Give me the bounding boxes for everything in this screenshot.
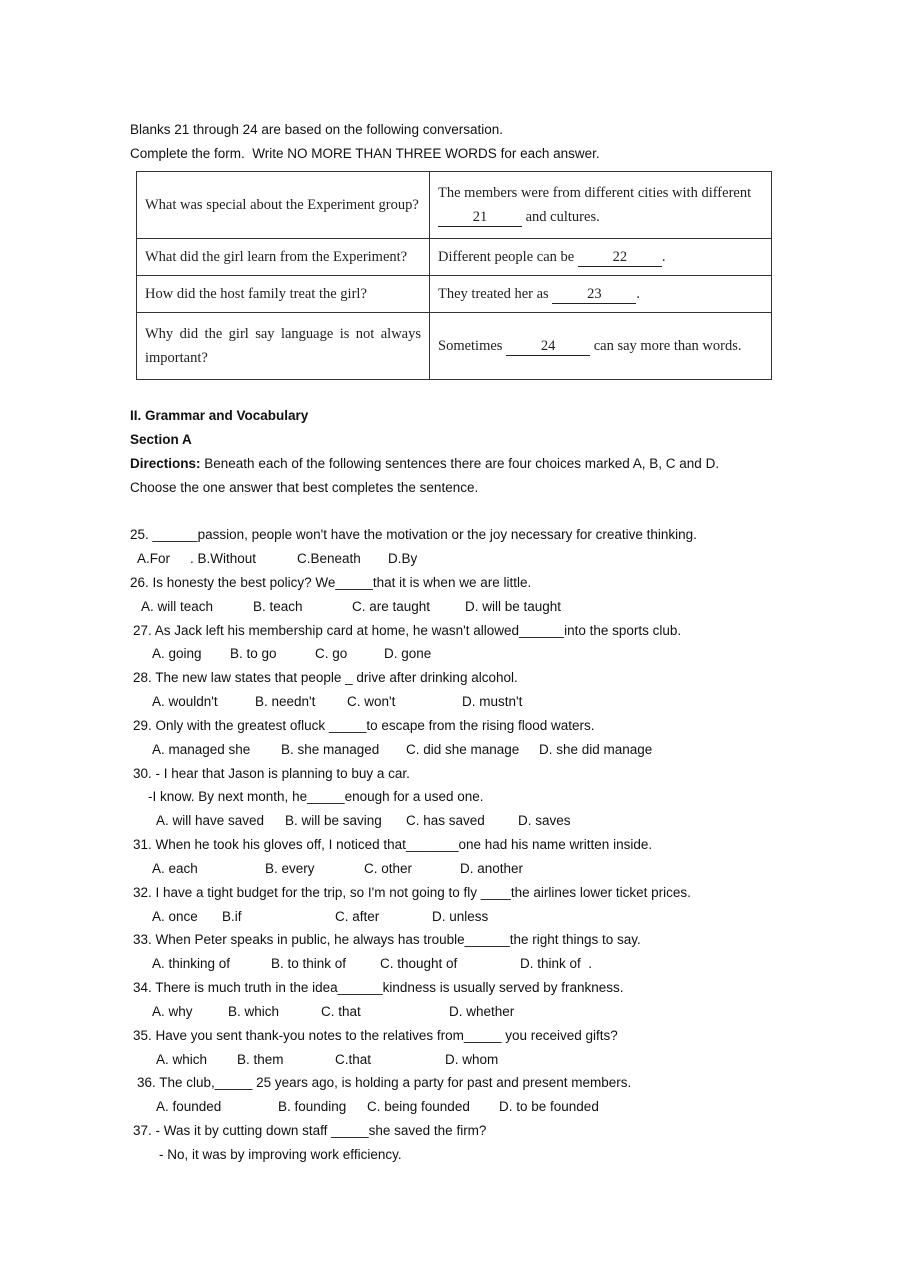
option-d[interactable]: D. she did manage <box>539 742 653 757</box>
answer-text-post: and cultures. <box>522 209 600 226</box>
answer-text-post: can say more than words. <box>590 337 742 354</box>
option-d[interactable]: D. to be founded <box>499 1099 599 1114</box>
option-d[interactable]: D. gone <box>384 646 432 661</box>
intro-line-1: Blanks 21 through 24 are based on the following conversation. <box>130 122 503 137</box>
directions-line-1 <box>130 455 719 473</box>
option-b[interactable]: B. founding <box>278 1099 347 1114</box>
option-a[interactable]: A. going <box>152 646 202 661</box>
option-a[interactable]: A. which <box>156 1052 208 1067</box>
option-d[interactable]: D. another <box>460 861 524 876</box>
answer-text-pre: The members were from different cities with different <box>438 185 752 202</box>
answer-text-pre: Different people can be <box>438 249 578 266</box>
option-c[interactable]: C.that <box>335 1052 372 1067</box>
form-question: What was special about the Experiment group? <box>137 172 430 239</box>
option-a[interactable]: A.For <box>137 551 171 566</box>
question-stem: 37. - Was it by cutting down staff _____she saved the firm? <box>133 1123 487 1138</box>
option-c[interactable]: C. are taught <box>352 599 431 614</box>
option-c[interactable]: C. thought of <box>380 956 458 971</box>
question-stem: 36. The club,_____ 25 years ago, is holding a party for past and present members. <box>137 1075 632 1090</box>
form-answer <box>430 275 772 312</box>
question-stem: 28. The new law states that people _ drive after drinking alcohol. <box>133 670 518 685</box>
answer-blank[interactable]: 21 <box>438 208 522 227</box>
form-answer <box>430 172 772 239</box>
option-b[interactable]: . B.Without <box>190 551 257 566</box>
option-d[interactable]: D. whom <box>445 1052 499 1067</box>
option-c[interactable]: C. has saved <box>406 813 485 828</box>
form-answer <box>430 239 772 276</box>
option-b[interactable]: B. them <box>237 1052 284 1067</box>
option-b[interactable]: B. will be saving <box>285 813 382 828</box>
question-stem: 33. When Peter speaks in public, he always has trouble______the right things to say. <box>133 932 641 947</box>
option-d[interactable]: D. saves <box>518 813 571 828</box>
answer-form-table <box>136 171 772 380</box>
option-b[interactable]: B.if <box>222 909 242 924</box>
question-stem: 27. As Jack left his membership card at home, he wasn't allowed______into the sports club. <box>133 623 682 638</box>
option-a[interactable]: A. will have saved <box>156 813 265 828</box>
question-stem: 35. Have you sent thank-you notes to the relatives from_____ you received gifts? <box>133 1028 618 1043</box>
question-stem: 29. Only with the greatest ofluck _____to escape from the rising flood waters. <box>133 718 595 733</box>
option-c[interactable]: C. that <box>321 1004 361 1019</box>
option-a[interactable]: A. wouldn't <box>152 694 218 709</box>
option-a[interactable]: A. will teach <box>141 599 214 614</box>
option-b[interactable]: B. to go <box>230 646 277 661</box>
section-heading: II. Grammar and Vocabulary <box>130 408 309 423</box>
question-stem: 32. I have a tight budget for the trip, so I'm not going to fly ____the airlines lower ticket prices. <box>133 885 691 900</box>
answer-blank[interactable]: 22 <box>578 248 662 267</box>
form-question: What did the girl learn from the Experiment? <box>137 239 430 276</box>
form-row <box>137 312 772 379</box>
question-stem: 31. When he took his gloves off, I noticed that_______one had his name written inside. <box>133 837 653 852</box>
option-b[interactable]: B. to think of <box>271 956 347 971</box>
option-c[interactable]: C. go <box>315 646 348 661</box>
directions-text: Beneath each of the following sentences there are four choices marked A, B, C and D. <box>200 456 720 471</box>
answer-text-post: . <box>661 249 666 266</box>
answer-blank[interactable]: 23 <box>552 285 636 304</box>
answer-text-pre: Sometimes <box>438 337 507 354</box>
option-b[interactable]: B. teach <box>253 599 303 614</box>
option-d[interactable]: D.By <box>388 551 418 566</box>
form-question: Why did the girl say language is not always important? <box>137 312 430 379</box>
option-c[interactable]: C. other <box>364 861 413 876</box>
option-a[interactable]: A. thinking of <box>152 956 231 971</box>
option-b[interactable]: B. which <box>228 1004 280 1019</box>
option-c[interactable]: C. being founded <box>367 1099 470 1114</box>
option-a[interactable]: A. founded <box>156 1099 222 1114</box>
option-c[interactable]: C. after <box>335 909 380 924</box>
answer-blank[interactable]: 24 <box>506 337 590 356</box>
section-subheading: Section A <box>130 432 192 447</box>
option-b[interactable]: B. she managed <box>281 742 380 757</box>
question-stem: 26. Is honesty the best policy? We_____that it is when we are little. <box>130 575 532 590</box>
option-a[interactable]: A. managed she <box>152 742 251 757</box>
option-c[interactable]: C.Beneath <box>297 551 361 566</box>
answer-text-pre: They treated her as <box>438 285 553 302</box>
question-stem: 30. - I hear that Jason is planning to buy a car. <box>133 766 410 781</box>
option-d[interactable]: D. think of . <box>520 956 593 971</box>
question-stem-reply: -I know. By next month, he_____enough for a used one. <box>148 789 484 804</box>
directions-label: Directions: <box>130 456 201 471</box>
form-question: How did the host family treat the girl? <box>137 275 430 312</box>
option-b[interactable]: B. every <box>265 861 315 876</box>
option-a[interactable]: A. why <box>152 1004 193 1019</box>
answer-text-post: . <box>636 285 640 302</box>
form-row <box>137 172 772 239</box>
option-d[interactable]: D. mustn't <box>462 694 523 709</box>
form-row <box>137 239 772 276</box>
option-c[interactable]: C. did she manage <box>406 742 520 757</box>
option-a[interactable]: A. once <box>152 909 198 924</box>
form-answer <box>430 312 772 379</box>
option-b[interactable]: B. needn't <box>255 694 316 709</box>
option-d[interactable]: D. will be taught <box>465 599 562 614</box>
question-stem-reply: - No, it was by improving work efficiency. <box>159 1147 402 1162</box>
intro-line-2: Complete the form. Write NO MORE THAN THREE WORDS for each answer. <box>130 146 600 161</box>
directions-line-2: Choose the one answer that best completes the sentence. <box>130 480 479 495</box>
form-row <box>137 275 772 312</box>
question-stem: 34. There is much truth in the idea______kindness is usually served by frankness. <box>133 980 624 995</box>
option-c[interactable]: C. won't <box>347 694 396 709</box>
option-d[interactable]: D. unless <box>432 909 489 924</box>
question-stem: 25. ______passion, people won't have the motivation or the joy necessary for creative thinking. <box>130 527 697 542</box>
option-d[interactable]: D. whether <box>449 1004 515 1019</box>
option-a[interactable]: A. each <box>152 861 198 876</box>
